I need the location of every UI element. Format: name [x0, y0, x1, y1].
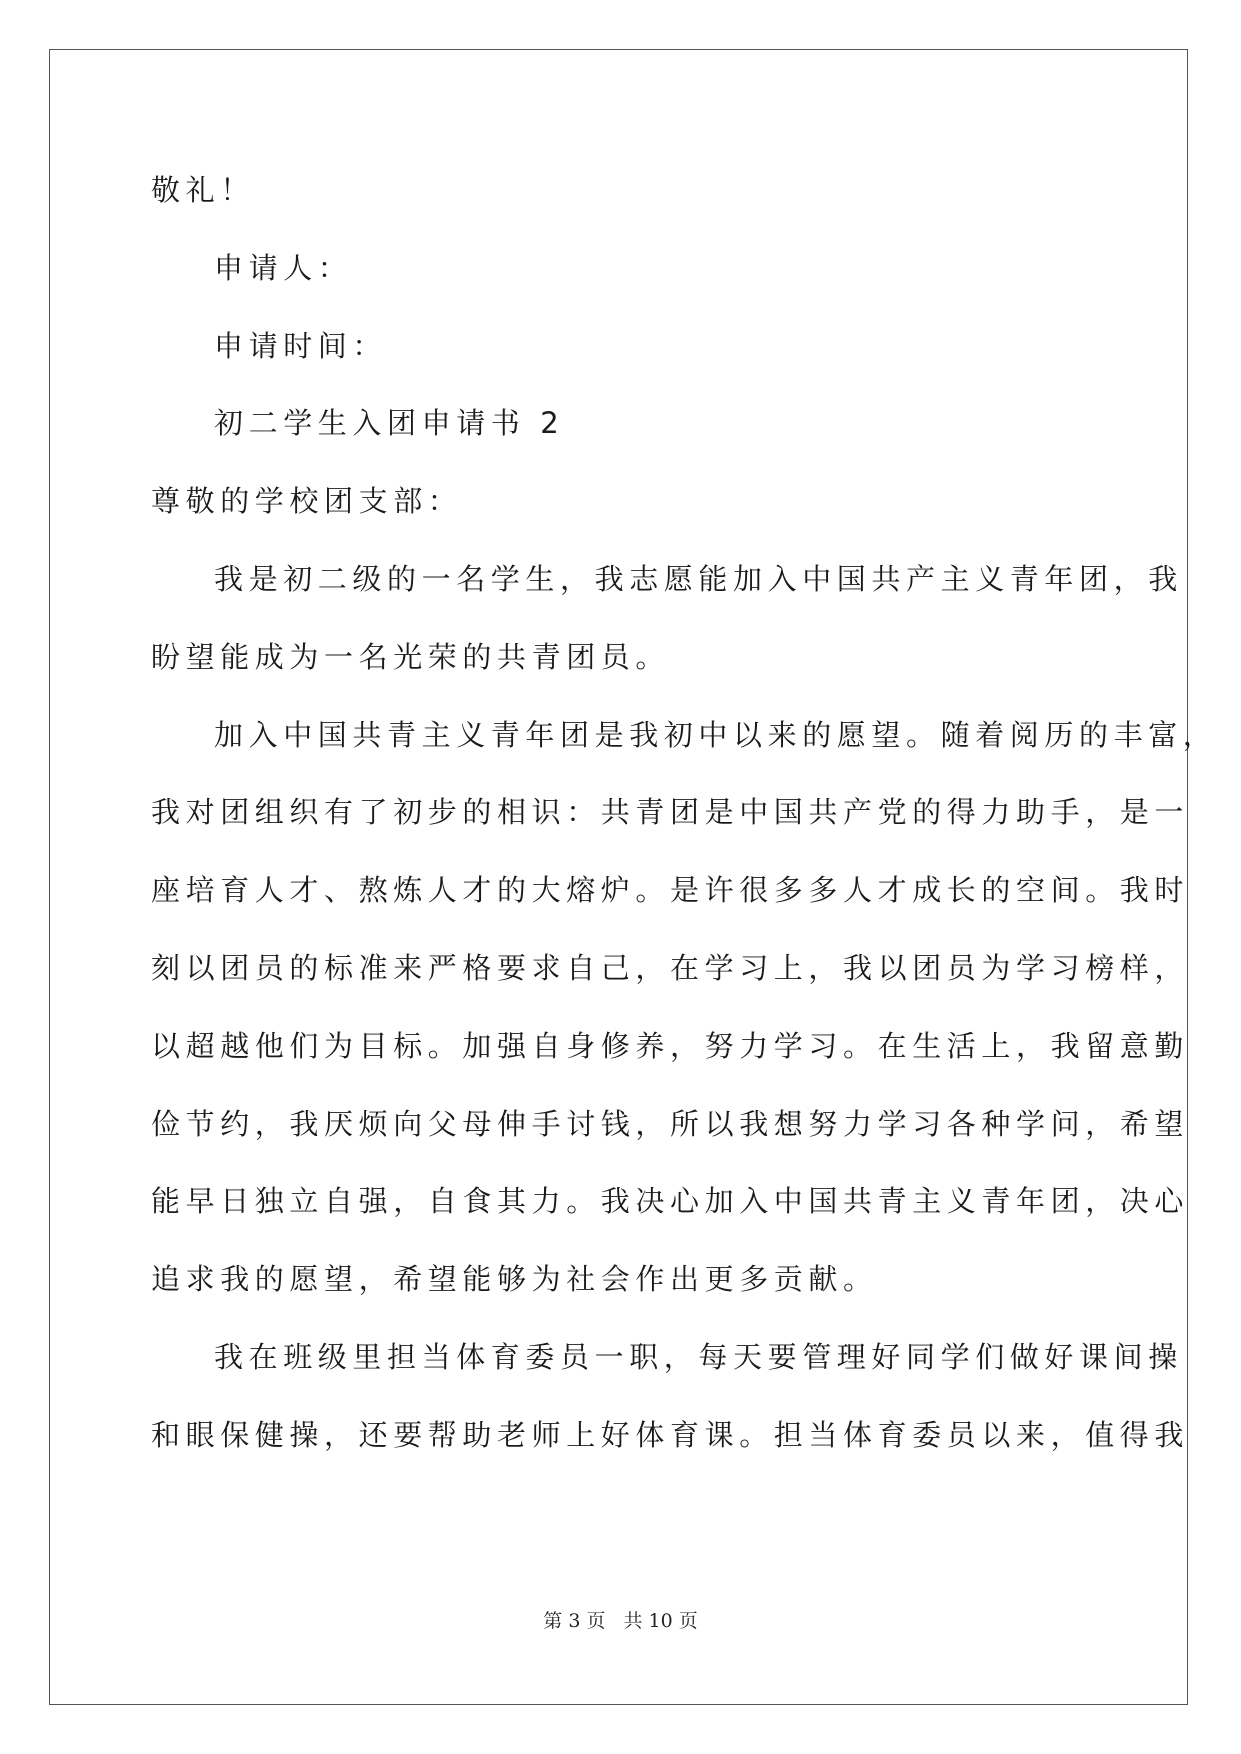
applicant-label: 申请人：	[214, 251, 353, 285]
paragraph-2-line-8: 追求我的愿望，希望能够为社会作出更多贡献。	[151, 1262, 878, 1296]
paragraph-2-line-4: 刻以团员的标准来严格要求自己，在学习上，我以团员为学习榜样，	[151, 951, 1190, 985]
paragraph-2-line-6: 俭节约，我厌烦向父母伸手讨钱，所以我想努力学习各种学问，希望	[151, 1107, 1190, 1141]
paragraph-2-line-1: 加入中国共青主义青年团是我初中以来的愿望。随着阅历的丰富，	[214, 718, 1218, 752]
paragraph-1-line-1: 我是初二级的一名学生，我志愿能加入中国共产主义青年团，我	[214, 562, 1183, 596]
section-title: 初二学生入团申请书 2	[214, 406, 565, 440]
greeting: 尊敬的学校团支部：	[151, 484, 463, 518]
paragraph-2-line-2: 我对团组织有了初步的相识：共青团是中国共产党的得力助手，是一	[151, 795, 1190, 829]
application-date-label: 申请时间：	[214, 329, 388, 363]
paragraph-2-line-7: 能早日独立自强，自食其力。我决心加入中国共青主义青年团，决心	[151, 1184, 1190, 1218]
paragraph-2-line-5: 以超越他们为目标。加强自身修养，努力学习。在生活上，我留意勤	[151, 1029, 1190, 1063]
paragraph-3-line-1: 我在班级里担当体育委员一职，每天要管理好同学们做好课间操	[214, 1340, 1183, 1374]
paragraph-2-line-3: 座培育人才、熬炼人才的大熔炉。是许很多多人才成长的空间。我时	[151, 873, 1190, 907]
page-number-current: 第 3 页	[543, 1610, 606, 1632]
page-number-total: 共 10 页	[623, 1610, 698, 1632]
paragraph-3-line-2: 和眼保健操，还要帮助老师上好体育课。担当体育委员以来，值得我	[151, 1418, 1190, 1452]
closing-salutation: 敬礼！	[151, 173, 255, 207]
page-footer	[0, 1609, 1241, 1633]
paragraph-1-line-2: 盼望能成为一名光荣的共青团员。	[151, 640, 671, 674]
